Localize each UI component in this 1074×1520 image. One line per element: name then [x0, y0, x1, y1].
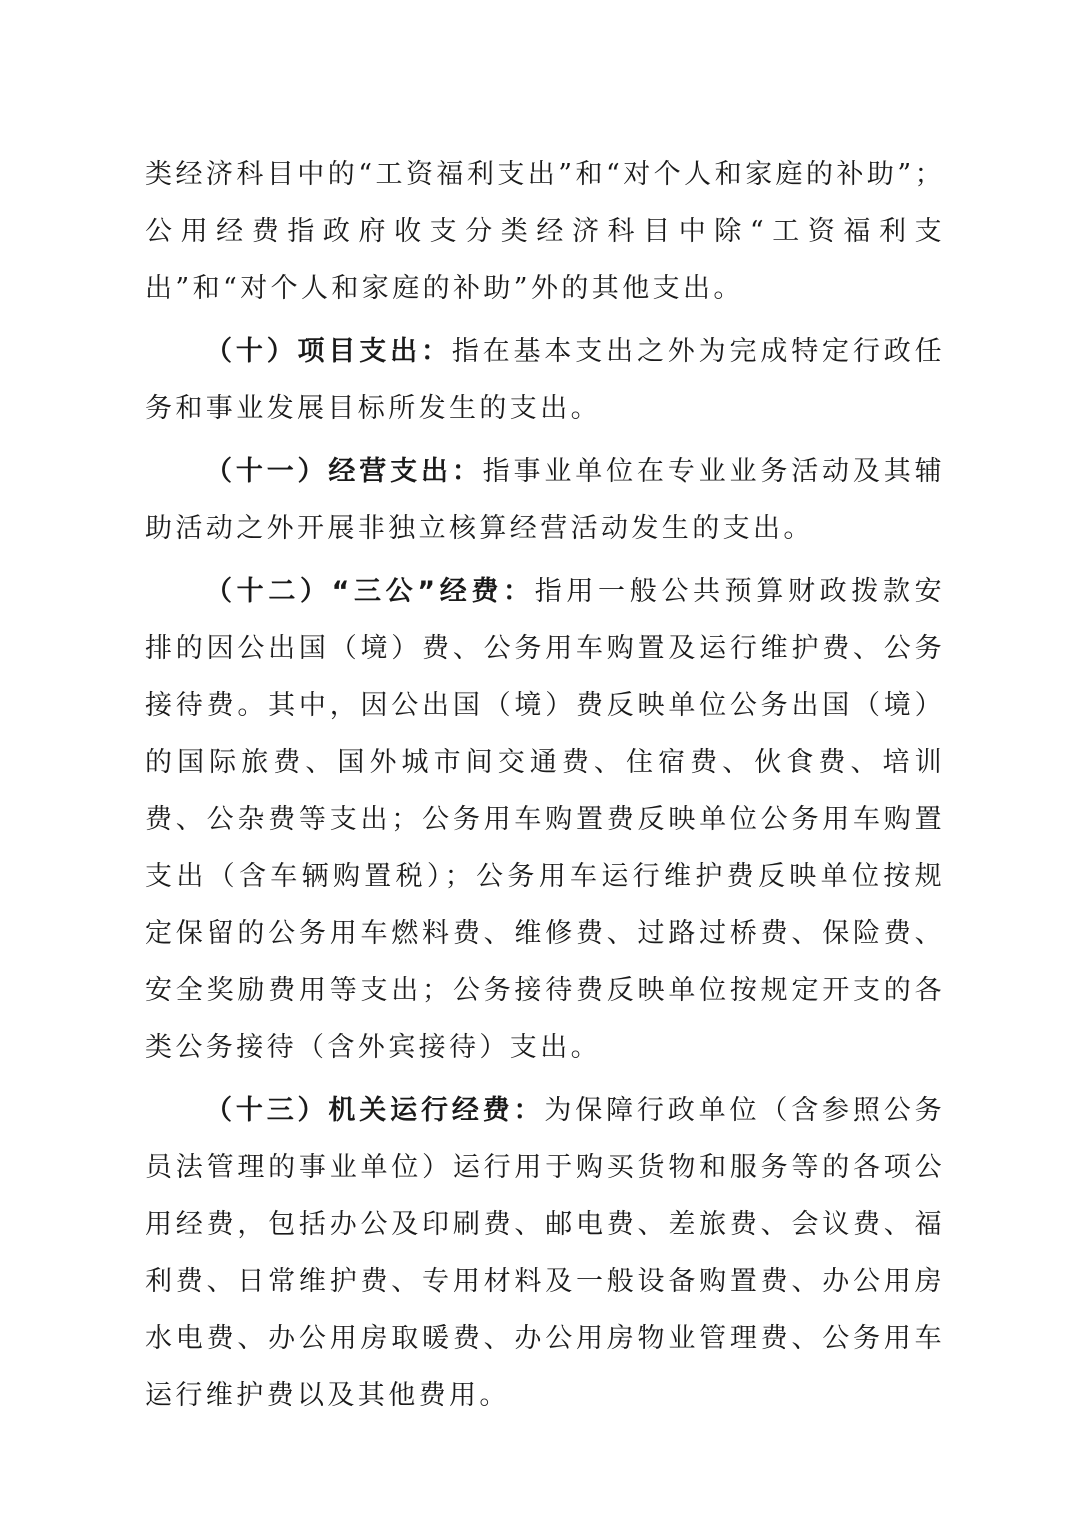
paragraph-text: 指事业单位在专业业务活动及其辅助活动之外开展非独立核算经营活动发生的支出。	[145, 456, 945, 544]
paragraph-project-expenditure	[145, 323, 945, 437]
paragraph-text: 指用一般公共预算财政拨款安排的因公出国（境）费、公务用车购置及运行维护费、公务接待费。其中，因公出国（境）费反映单位公务出国（境）的国际旅费、国外城市间交通费、住宿费、伙食费、培训费、公杂费等支出；公务用车购置费反映单位公务用车购置支出（含车辆购置税）；公务用车运行维护费反映单位按规定保留的公务用车燃料费、维修费、过路过桥费、保险费、安全奖励费用等支出；公务接待费反映单位按规定开支的各类公务接待（含外宾接待）支出。	[145, 576, 945, 1063]
paragraph-continuation	[145, 146, 945, 317]
paragraph-heading: （十三）机关运行经费：	[205, 1095, 545, 1126]
paragraph-operating-expenditure	[145, 443, 945, 557]
paragraph-heading: （十）项目支出：	[205, 336, 452, 367]
paragraph-text: 为保障行政单位（含参照公务员法管理的事业单位）运行用于购买货物和服务等的各项公用经费，包括办公及印刷费、邮电费、差旅费、会议费、福利费、日常维护费、专用材料及一般设备购置费、办公用房水电费、办公用房取暖费、办公用房物业管理费、公务用车运行维护费以及其他费用。	[145, 1095, 945, 1411]
paragraph-three-public-expenses	[145, 563, 945, 1076]
paragraph-heading: （十二）“三公”经费：	[205, 576, 535, 607]
paragraph-text: 指在基本支出之外为完成特定行政任务和事业发展目标所发生的支出。	[145, 336, 946, 424]
paragraph-text: 类经济科目中的“工资福利支出”和“对个人和家庭的补助”；公用经费指政府收支分类经济科目中除“工资福利支出”和“对个人和家庭的补助”外的其他支出。	[145, 159, 945, 304]
document-body	[145, 146, 945, 1430]
paragraph-heading: （十一）经营支出：	[205, 456, 483, 487]
paragraph-agency-operating-funds	[145, 1082, 945, 1424]
